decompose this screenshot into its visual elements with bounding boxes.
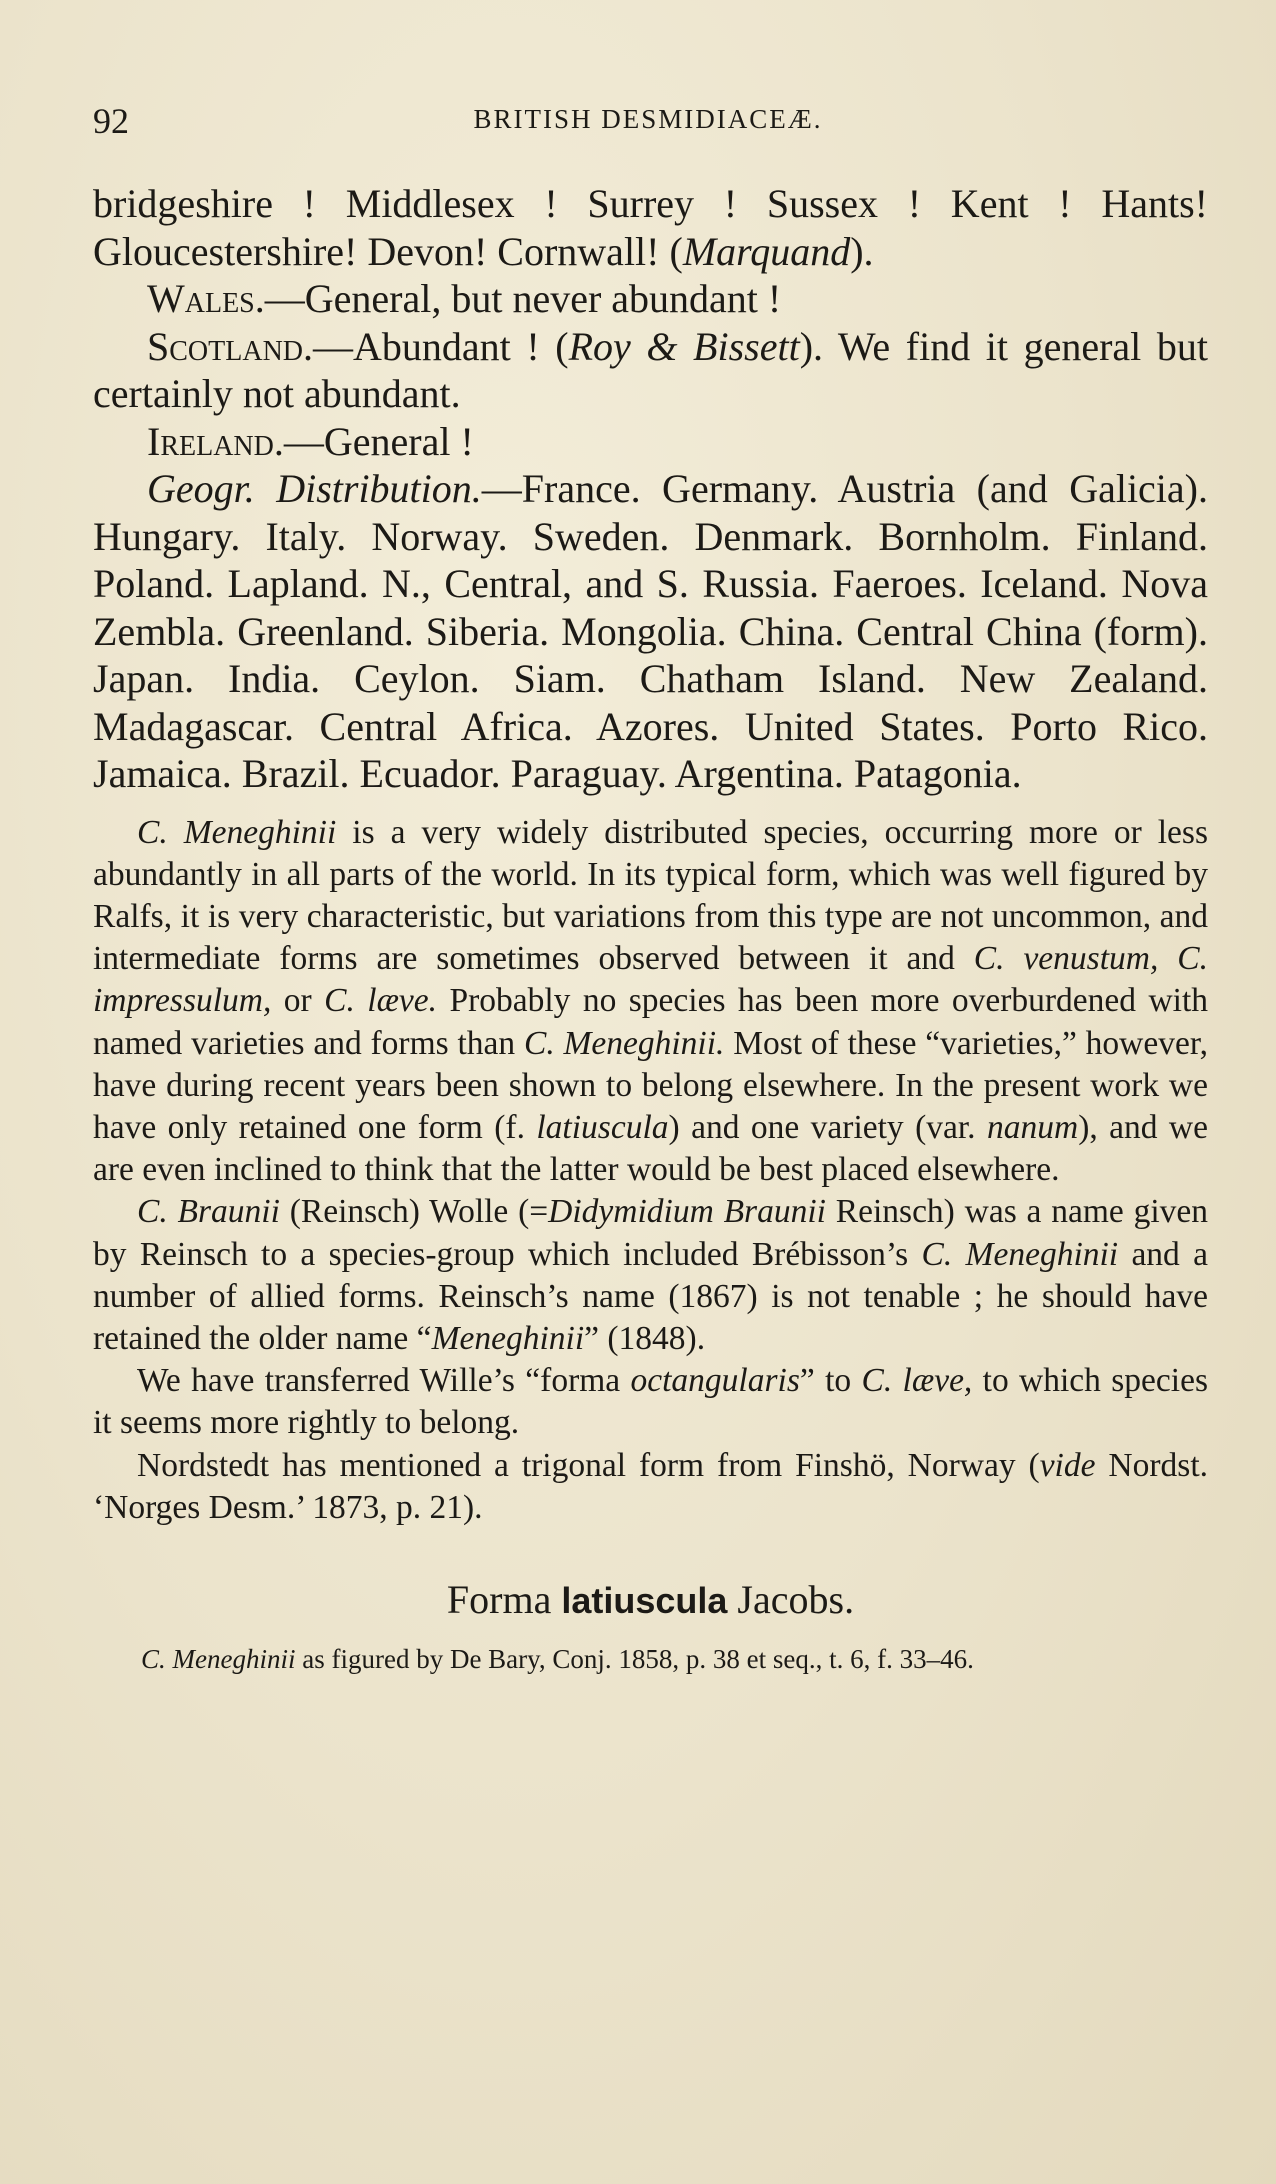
species-name: C. læve, [861,1362,973,1400]
text-run: to which species it seems more rightly to belong. [93,1362,1208,1442]
geogr-text: —France. Germany. Austria (and Galicia). Hungary. Italy. Norway. Sweden. Denmark. Bornholm. Finland. Poland. Lapland. N., Central, and S. Russia. Faeroes. Iceland. Nova Zembla. Greenland. Siberia. Mongolia. China. Central China (form). Japan. India. Ceylon. Siam. Chatham Island. New Zealand. Madagascar. Central Africa. Azores. United States. Porto Rico. Jamaica. Brazil. Ecuador. Paraguay. Argentina. Patagonia. [93,466,1208,796]
synonymy-note [93,1644,1208,1674]
ireland-text: .—General ! [273,418,474,464]
braunii-paragraph [93,1191,1208,1360]
text-run: and a number of allied forms. Reinsch’s name (1867) is not tenable ; he should have retained the older name “ [93,1235,1208,1357]
species-name: latiuscula [536,1108,669,1146]
text-run: (Reinsch) Wolle (= [279,1193,549,1231]
counties-end: ). [850,228,874,274]
ireland-paragraph [93,418,1208,466]
meneghinii-paragraph [93,812,1208,1192]
wille-paragraph [93,1360,1208,1444]
wales-text: .—General, but never abundant ! [254,276,782,321]
text-run: Most of these “varieties,” however, have during recent years been shown to belong elsewhere. In the present work we have only retained one form (f. [93,1024,1209,1146]
distribution-section [93,180,1208,798]
text-run: ” (1848). [584,1319,706,1357]
collector-name: Marquand [682,228,851,274]
geogr-label: Geogr. Distribution. [147,466,482,511]
species-name: nanum [986,1108,1079,1146]
species-name: C. venustum, C. impressulum, [93,940,1208,1020]
latin-term: vide [1039,1446,1096,1484]
geographic-distribution-paragraph [93,465,1208,798]
text-run: Probably no species has been more overburdened with named varieties and forms than [93,982,1209,1062]
species-name: Didymidium Braunii [548,1193,826,1231]
species-name: octangularis [630,1362,800,1400]
text-run: or [271,982,325,1020]
england-counties-paragraph [93,180,1208,275]
forma-word: Forma [446,1576,562,1622]
text-run: ) and one variety (var. [668,1108,987,1146]
page-number: 92 [93,101,129,141]
synonymy-text: as figured by De Bary, Conj. 1858, p. 38 et seq., t. 6, f. 33–46. [295,1643,974,1674]
forma-name: latiuscula [561,1579,728,1621]
text-run: Nordstedt has mentioned a trigonal form from Finshö, Norway ( [137,1446,1040,1484]
counties-text: bridgeshire ! Middlesex ! Surrey ! Sussex ! Kent ! Hants! Gloucestershire! Devon! Cornwall! ( [93,181,1208,274]
scotland-authority: Roy & Bissett [568,323,800,369]
text-run: Reinsch) was a name given by Reinsch to a species-group which included Brébisson’s [93,1193,1208,1273]
text-run: ” to [799,1362,862,1400]
scotland-label: Scotland [147,323,304,369]
species-name: C. Meneghinii. [523,1024,725,1062]
body-text [93,180,1208,1674]
species-name: C. læve. [324,982,438,1020]
nordstedt-paragraph [93,1445,1208,1529]
text-run: We have transferred Wille’s “forma [137,1362,631,1400]
ireland-label: Ireland [147,418,274,464]
wales-label: Wales [147,276,255,321]
scotland-text: .—Abundant ! ( [303,323,569,369]
species-name: C. Braunii [137,1193,280,1231]
text-run: ), and we are even inclined to think that the latter would be best placed elsewhere. [93,1108,1208,1189]
species-name: C. Meneghinii [921,1235,1119,1273]
running-head [93,100,1203,140]
species-name: C. Meneghinii [137,813,337,851]
running-title: BRITISH DESMIDIACEÆ. [473,104,823,134]
text-run: is a very widely distributed species, occurring more or less abundantly in all parts of the world. In its typical form, which was well figured by Ralfs, it is very characteristic, but variations from this type are not uncommon, and intermediate forms are sometimes observed between it and [93,813,1208,978]
species-name: Meneghinii [431,1319,585,1357]
scotland-paragraph [93,323,1208,418]
forma-author: Jacobs. [727,1576,855,1622]
wales-paragraph [93,275,1208,323]
forma-heading [93,1575,1208,1626]
species-name: C. Meneghinii [141,1643,296,1674]
discussion-section [93,812,1208,1529]
scotland-end: ). We find it general but certainly not abundant. [93,323,1208,416]
text-run: Nordst. ‘Norges Desm.’ 1873, p. 21). [93,1446,1208,1526]
